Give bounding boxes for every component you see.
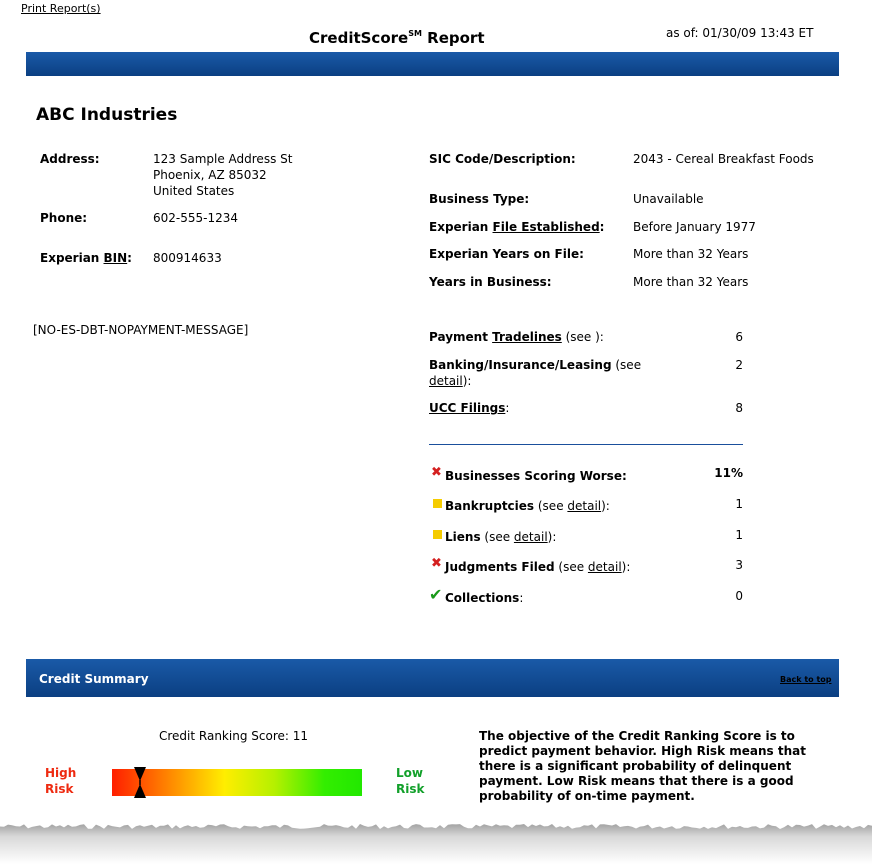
bin-label-colon: : bbox=[127, 251, 132, 265]
ucc-filings-label bbox=[429, 400, 509, 416]
liens-label bbox=[445, 529, 556, 545]
banking-detail-line bbox=[429, 373, 471, 389]
payment-tradelines-see: (see ): bbox=[561, 330, 604, 344]
ucc-filings-value: 8 bbox=[735, 401, 743, 415]
liens-label-text: Liens bbox=[445, 530, 481, 544]
years-in-business-value: More than 32 Years bbox=[633, 275, 749, 289]
sic-label: SIC Code/Description: bbox=[429, 152, 576, 166]
phone-value: 602-555-1234 bbox=[153, 211, 239, 225]
high-risk-line-1: High bbox=[45, 766, 77, 780]
bin-label bbox=[40, 251, 132, 265]
sic-value: 2043 - Cereal Breakfast Foods bbox=[633, 152, 814, 166]
tradelines-link[interactable]: Tradelines bbox=[492, 330, 562, 344]
file-established-prefix: Experian bbox=[429, 220, 493, 234]
address-line-1: 123 Sample Address St bbox=[153, 152, 293, 166]
bin-value: 800914633 bbox=[153, 251, 222, 265]
address-line-3: United States bbox=[153, 184, 235, 198]
collections-label bbox=[445, 590, 523, 606]
banking-value: 2 bbox=[735, 358, 743, 372]
banking-detail-post: ): bbox=[462, 374, 472, 388]
judgments-label bbox=[445, 559, 630, 575]
payment-tradelines-prefix: Payment bbox=[429, 330, 493, 344]
bankruptcies-see-close: ): bbox=[601, 499, 610, 513]
bin-label-prefix: Experian bbox=[40, 251, 104, 265]
bankruptcies-label-text: Bankruptcies bbox=[445, 499, 535, 513]
liens-see: (see bbox=[480, 530, 514, 544]
bankruptcies-value: 1 bbox=[735, 497, 743, 511]
collections-value: 0 bbox=[735, 589, 743, 603]
back-to-top-link[interactable]: Back to top bbox=[780, 675, 832, 684]
score-objective-text: The objective of the Credit Ranking Score is to predict payment behavior. High Risk means that there is a significant probability of delinquent payment. Low Risk means that there is a good probability of on-time payment. bbox=[479, 729, 806, 803]
low-risk-label bbox=[396, 765, 424, 797]
high-risk-line-2: Risk bbox=[45, 782, 74, 796]
banking-label-text: Banking/Insurance/Leasing bbox=[429, 358, 612, 372]
business-type-value: Unavailable bbox=[633, 192, 704, 206]
report-timestamp: as of: 01/30/09 13:43 ET bbox=[666, 26, 814, 40]
print-reports-link[interactable]: Print Report(s) bbox=[21, 2, 101, 15]
bankruptcies-see: (see bbox=[534, 499, 568, 513]
ucc-filings-colon: : bbox=[505, 401, 510, 415]
low-risk-line-2: Risk bbox=[396, 782, 425, 796]
liens-see-close: ): bbox=[547, 530, 557, 544]
credit-ranking-score-label: Credit Ranking Score: 11 bbox=[159, 729, 308, 743]
red-x-icon: ✖ bbox=[431, 465, 442, 480]
judgments-see-close: ): bbox=[621, 560, 631, 574]
file-established-link[interactable]: File Established bbox=[492, 220, 600, 234]
file-established-colon: : bbox=[599, 220, 605, 234]
yellow-square-icon bbox=[433, 499, 442, 508]
credit-summary-title: Credit Summary bbox=[39, 672, 149, 686]
report-title-tail: Report bbox=[421, 29, 485, 47]
yellow-square-icon bbox=[433, 530, 442, 539]
bankruptcies-detail-link[interactable]: detail bbox=[567, 499, 602, 513]
report-title bbox=[309, 29, 485, 47]
green-check-icon: ✔ bbox=[429, 585, 443, 604]
phone-label: Phone: bbox=[40, 211, 88, 225]
collections-label-text: Collections bbox=[445, 591, 520, 605]
payment-tradelines-value: 6 bbox=[735, 330, 743, 344]
business-type-label: Business Type: bbox=[429, 192, 530, 206]
judgments-see: (see bbox=[554, 560, 588, 574]
address-line-2: Phoenix, AZ 85032 bbox=[153, 168, 267, 182]
red-x-icon: ✖ bbox=[431, 556, 442, 571]
section-divider bbox=[429, 444, 743, 445]
report-title-main: CreditScore bbox=[309, 29, 409, 47]
bankruptcies-label bbox=[445, 498, 610, 514]
score-marker-icon bbox=[133, 766, 147, 799]
company-name: ABC Industries bbox=[36, 105, 178, 125]
banking-label bbox=[429, 357, 641, 373]
no-payment-message: [NO-ES-DBT-NOPAYMENT-MESSAGE] bbox=[33, 323, 249, 337]
low-risk-line-1: Low bbox=[396, 766, 423, 780]
years-on-file-value: More than 32 Years bbox=[633, 247, 749, 261]
file-established-label bbox=[429, 220, 604, 234]
bin-link[interactable]: BIN bbox=[103, 251, 128, 265]
service-mark: SM bbox=[408, 29, 422, 38]
liens-value: 1 bbox=[735, 528, 743, 542]
years-on-file-label: Experian Years on File: bbox=[429, 247, 584, 261]
banking-see: (see bbox=[611, 358, 642, 372]
banking-detail-link[interactable]: detail bbox=[429, 374, 463, 388]
address-label: Address: bbox=[40, 152, 100, 166]
ucc-filings-link[interactable]: UCC Filings bbox=[429, 401, 506, 415]
torn-paper-edge bbox=[0, 818, 872, 864]
risk-gauge bbox=[112, 769, 362, 796]
header-bar bbox=[26, 52, 839, 76]
payment-tradelines-label bbox=[429, 329, 604, 345]
judgments-value: 3 bbox=[735, 558, 743, 572]
collections-colon: : bbox=[519, 591, 524, 605]
liens-detail-link[interactable]: detail bbox=[513, 530, 548, 544]
businesses-scoring-worse-label: Businesses Scoring Worse: bbox=[445, 469, 627, 483]
judgments-detail-link[interactable]: detail bbox=[587, 560, 622, 574]
years-in-business-label: Years in Business: bbox=[429, 275, 552, 289]
file-established-value: Before January 1977 bbox=[633, 220, 756, 234]
businesses-scoring-worse-value: 11% bbox=[714, 466, 743, 480]
judgments-label-text: Judgments Filed bbox=[445, 560, 555, 574]
high-risk-label bbox=[45, 765, 76, 797]
